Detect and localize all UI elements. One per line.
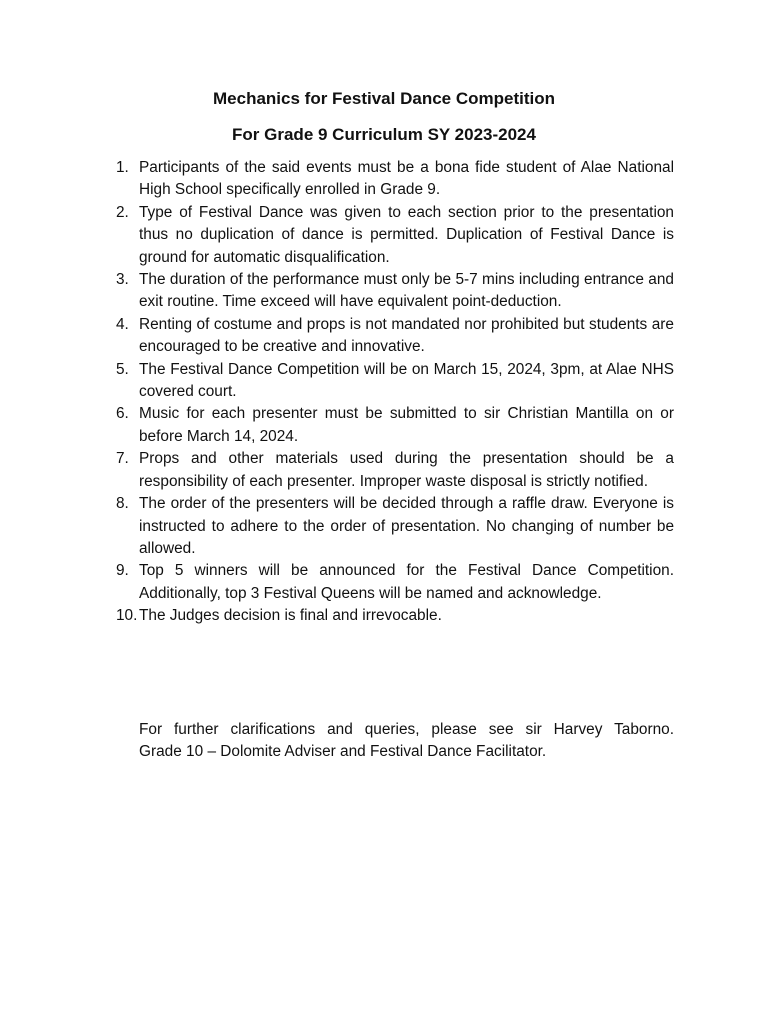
list-item <box>116 314 674 359</box>
list-item-text: The Festival Dance Competition will be on March 15, 2024, 3pm, at Alae NHS covered court. <box>139 360 674 401</box>
list-item <box>116 157 674 202</box>
document-subtitle: For Grade 9 Curriculum SY 2023-2024 <box>232 125 536 144</box>
list-item-text: Music for each presenter must be submitted to sir Christian Mantilla on or before March 14, 2024. <box>139 405 674 445</box>
clarification-note-line-1: For further clarifications and queries, please see sir Harvey Taborno. <box>139 721 674 738</box>
mechanics-list <box>116 157 674 628</box>
list-item <box>116 560 674 605</box>
document-title: Mechanics for Festival Dance Competition <box>213 89 555 108</box>
list-item-text: Renting of costume and props is not mandated nor prohibited but students are encouraged to be creative and innovative. <box>139 315 674 356</box>
list-item-number: 5. <box>116 360 129 378</box>
list-item-number: 4. <box>116 315 129 333</box>
list-item-number: 2. <box>116 203 129 221</box>
list-item-text: The order of the presenters will be decided through a raffle draw. Everyone is instructed to adhere to the order of presentation. No changing of number be allowed. <box>139 495 674 557</box>
list-item-text: Props and other materials used during the presentation should be a responsibility of each presenter. Improper waste disposal is strictly notified. <box>139 450 674 490</box>
list-item-number: 9. <box>116 562 129 580</box>
list-item <box>116 359 674 404</box>
list-item-number: 10. <box>116 607 138 625</box>
list-item-number: 8. <box>116 495 129 513</box>
list-item <box>116 202 674 269</box>
clarification-note <box>139 719 674 764</box>
list-item <box>116 403 674 448</box>
list-item-text: Top 5 winners will be announced for the Festival Dance Competition. Additionally, top 3 Festival Queens will be named and acknowledge. <box>139 562 674 602</box>
clarification-note-line-2: Grade 10 – Dolomite Adviser and Festival Dance Facilitator. <box>139 743 547 761</box>
list-item-text: Type of Festival Dance was given to each section prior to the presentation thus no duplication of dance is permitted. Duplication of Festival Dance is ground for automatic disqualification. <box>139 203 674 266</box>
list-item-number: 3. <box>116 271 129 289</box>
list-item-text: The Judges decision is final and irrevocable. <box>139 607 442 625</box>
list-item <box>116 605 674 627</box>
list-item <box>116 493 674 560</box>
list-item-number: 1. <box>116 159 129 176</box>
list-item-number: 7. <box>116 450 129 468</box>
list-item-text: The duration of the performance must only be 5-7 mins including entrance and exit routine. Time exceed will have equivalent point-deduction. <box>139 271 674 311</box>
list-item <box>116 269 674 314</box>
list-item-number: 6. <box>116 405 129 423</box>
list-item <box>116 448 674 493</box>
list-item-text: Participants of the said events must be a bona fide student of Alae National High School specifically enrolled in Grade 9. <box>139 159 674 199</box>
